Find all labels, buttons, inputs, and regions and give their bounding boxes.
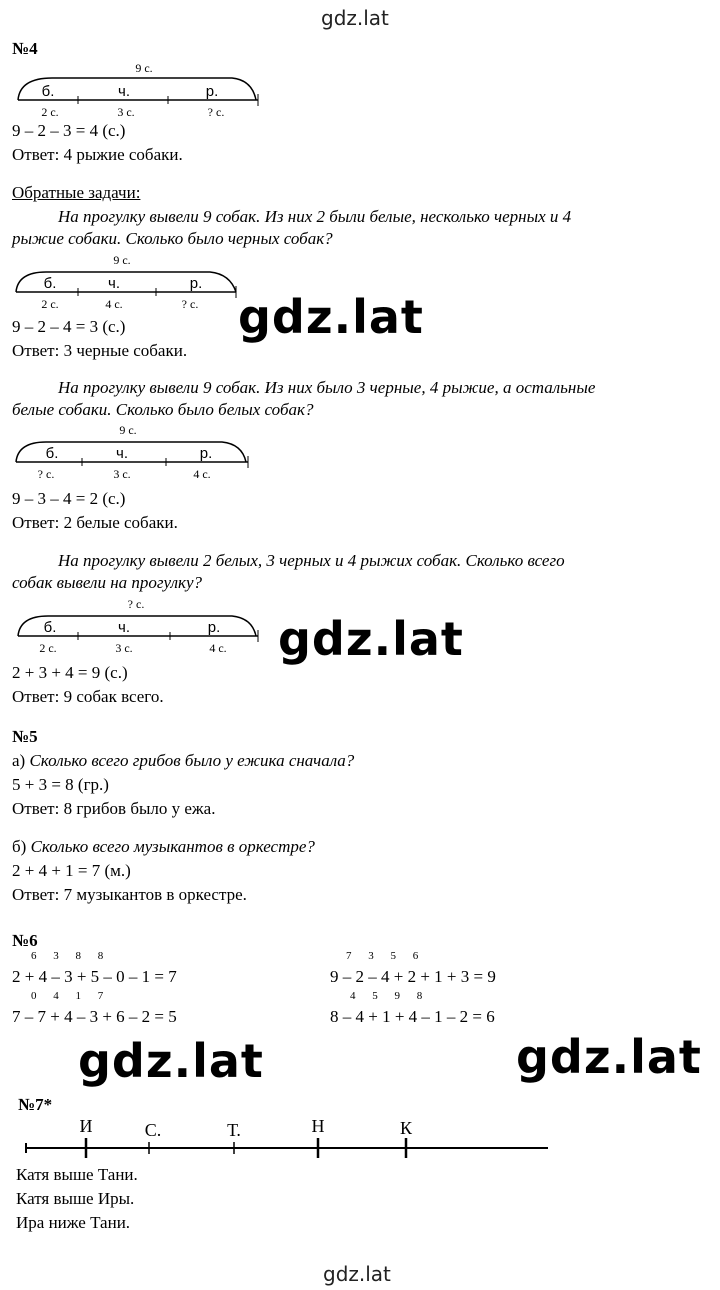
svg-text:б.: б. [43,619,57,636]
rev1-equation: 9 – 2 – 4 = 3 (с.) [12,317,126,336]
diagram-below-1: 2 с. [41,105,59,119]
watermark-top: gdz.lat [321,6,389,30]
svg-text:ч.: ч. [118,619,130,636]
task5-a-equation: 5 + 3 = 8 (гр.) [12,775,109,794]
task5-a-answer: Ответ: 8 грибов было у ежа. [12,799,216,818]
rev1-text-line1: На прогулку вывели 9 собак. Из них 2 были белые, несколько черных и 4 [58,207,572,226]
task5-b-answer: Ответ: 7 музыкантов в оркестре. [12,885,247,904]
watermark-3: gdz.lat [78,1034,264,1088]
rev1-answer: Ответ: 3 черные собаки. [12,341,188,360]
svg-text:р.: р. [199,445,213,462]
svg-text:ч.: ч. [116,445,128,462]
task5-b-equation: 2 + 4 + 1 = 7 (м.) [12,861,131,880]
task4-equation: 9 – 2 – 3 = 4 (с.) [12,121,126,140]
scale-label-n: Н [311,1116,325,1136]
rev1-text-line2: рыжие собаки. Сколько было черных собак? [12,229,333,248]
rev2-diagram [10,420,252,487]
svg-text:4 с.: 4 с. [105,297,123,311]
diagram-seg-2: ч. [118,83,130,100]
rev2-equation: 9 – 3 – 4 = 2 (с.) [12,489,126,508]
task5-b [12,836,315,857]
height-scale [22,1110,552,1167]
svg-text:р.: р. [207,619,221,636]
diagram-seg-3: р. [205,83,219,100]
rev3-answer: Ответ: 9 собак всего. [12,687,164,706]
svg-text:б.: б. [43,275,57,292]
scale-label-k: К [399,1118,413,1138]
rev3-diagram [12,594,262,661]
svg-text:3 с.: 3 с. [115,641,133,655]
scale-label-i: И [79,1116,93,1136]
scale-label-s: С. [144,1120,162,1140]
task7-line-1: Катя выше Тани. [16,1165,138,1184]
task6-row1-left: 2 + 4 – 3 + 5 – 0 – 1 = 7 [12,967,177,986]
rev1-diagram [10,250,240,317]
task6-row1-right-sup: 7 3 5 6 [346,950,419,962]
task5-a-label: а) [12,751,26,770]
task6-title: №6 [12,931,38,950]
task5-title: №5 [12,727,38,746]
task4-answer: Ответ: 4 рыжие собаки. [12,145,183,164]
svg-text:ч.: ч. [108,275,120,292]
diagram-seg-1: б. [41,83,55,100]
svg-text:2 с.: 2 с. [41,297,59,311]
svg-text:2 с.: 2 с. [39,641,57,655]
watermark-1: gdz.lat [238,290,424,344]
watermark-2: gdz.lat [278,612,464,666]
svg-text:? с.: ? с. [181,297,199,311]
task5-b-question: Сколько всего музыкантов в оркестре? [30,837,315,856]
task5-a [12,750,354,771]
reverse-tasks-title: Обратные задачи: [12,183,141,202]
scale-label-t: Т. [227,1120,241,1140]
rev2-answer: Ответ: 2 белые собаки. [12,513,178,532]
task6-row2-left-sup: 0 4 1 7 [31,990,104,1002]
task7-title: №7* [18,1095,53,1114]
rev3-equation: 2 + 3 + 4 = 9 (с.) [12,663,128,682]
svg-text:р.: р. [189,275,203,292]
task7-line-3: Ира ниже Тани. [16,1213,131,1232]
task6-row2-right: 8 – 4 + 1 + 4 – 1 – 2 = 6 [330,1007,495,1026]
svg-text:б.: б. [45,445,59,462]
task6-row1-left-sup: 6 3 8 8 [31,950,104,962]
rev3-text-line2: собак вывели на прогулку? [12,573,203,592]
task5-b-label: б) [12,837,27,856]
svg-text:9 с.: 9 с. [119,423,137,437]
task4-diagram [12,58,262,125]
task6-row1-right: 9 – 2 – 4 + 2 + 1 + 3 = 9 [330,967,496,986]
diagram-below-3: ? с. [207,105,225,119]
rev3-text-line1: На прогулку вывели 2 белых, 3 черных и 4 рыжих собак. Сколько всего [58,551,565,570]
rev2-text-line1: На прогулку вывели 9 собак. Из них было 3 черные, 4 рыжие, а остальные [58,378,596,397]
diagram-below-2: 3 с. [117,105,135,119]
task5-a-question: Сколько всего грибов было у ежика сначала? [29,751,355,770]
rev2-text-line2: белые собаки. Сколько было белых собак? [12,400,314,419]
svg-text:3 с.: 3 с. [113,467,131,481]
svg-text:? с.: ? с. [37,467,55,481]
diagram-total: 9 с. [135,61,153,75]
task4-title: №4 [12,39,38,58]
task6-row2-right-sup: 4 5 9 8 [350,990,423,1002]
svg-text:4 с.: 4 с. [193,467,211,481]
svg-text:9 с.: 9 с. [113,253,131,267]
task6-row2-left: 7 – 7 + 4 – 3 + 6 – 2 = 5 [12,1007,177,1026]
svg-text:4 с.: 4 с. [209,641,227,655]
watermark-bottom: gdz.lat [323,1262,391,1286]
task7-line-2: Катя выше Иры. [16,1189,135,1208]
watermark-4: gdz.lat [516,1030,702,1084]
svg-text:? с.: ? с. [127,597,145,611]
